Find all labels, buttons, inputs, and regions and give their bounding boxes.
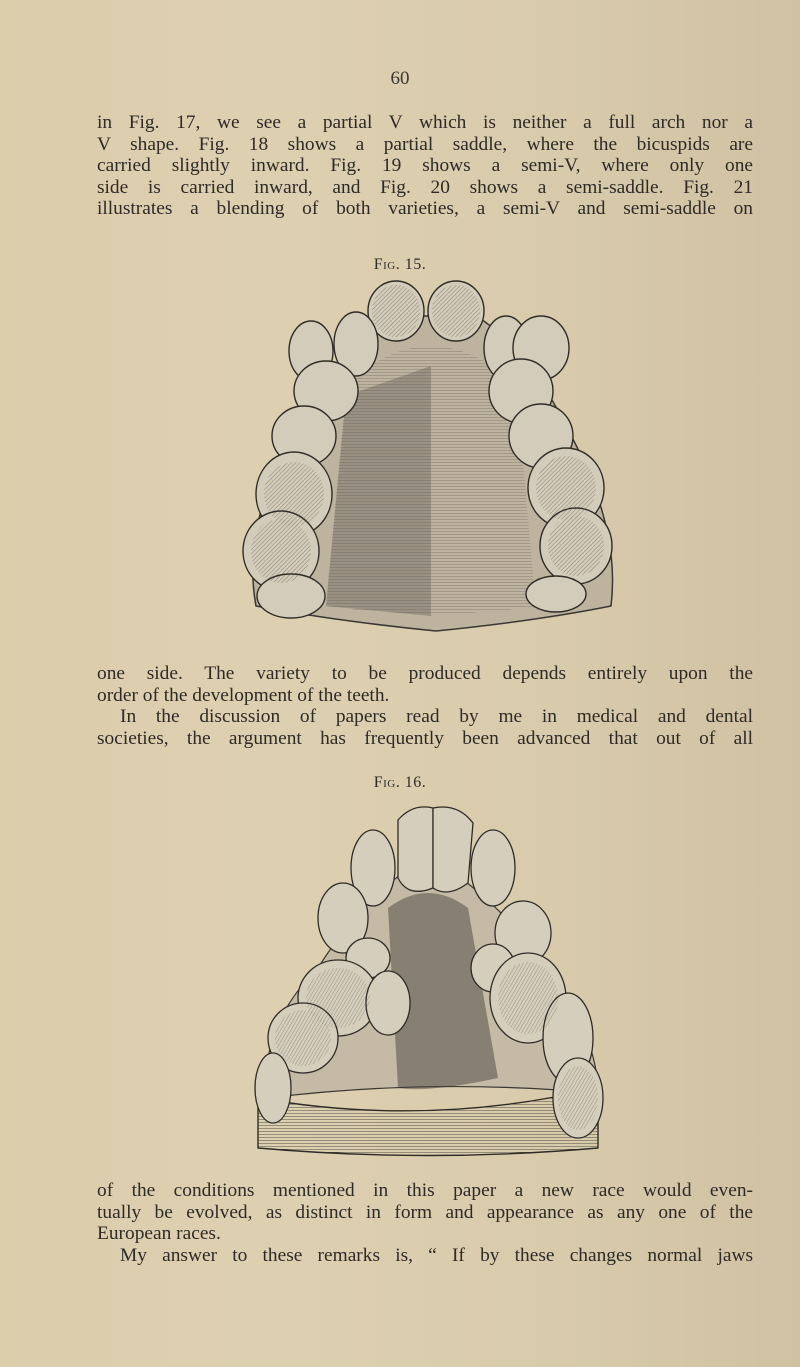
text-line: in Fig. 17, we see a partial V which is neither a full arch nor a <box>97 112 753 133</box>
text-line: order of the development of the teeth. <box>97 684 390 706</box>
paragraph-1 <box>97 112 753 220</box>
text-line: tually be evolved, as distinct in form and appearance as any one of the <box>97 1201 753 1223</box>
text-line: of the conditions mentioned in this paper a new race would even- <box>97 1180 753 1201</box>
text-line: My answer to these remarks is, “ If by these changes normal jaws <box>120 1244 753 1266</box>
text-line: one side. The variety to be produced depends entirely upon the <box>97 663 753 684</box>
text-line: illustrates a blending of both varieties, a semi-V and semi-saddle on <box>97 198 753 220</box>
paragraph-3 <box>97 1180 753 1266</box>
figure-15 <box>236 276 626 648</box>
text-line: societies, the argument has frequently been advanced that out of all <box>97 727 753 749</box>
text-line: V shape. Fig. 18 shows a partial saddle, where the bicuspids are <box>97 133 753 155</box>
figure-15-caption: Fig. 15. <box>373 256 427 273</box>
dental-arch-illustration-icon <box>236 276 626 648</box>
text-line: European races. <box>97 1223 221 1245</box>
text-line: side is carried inward, and Fig. 20 shows a semi-saddle. Fig. 21 <box>97 176 753 198</box>
figure-16-caption: Fig. 16. <box>373 774 427 791</box>
paragraph-2 <box>97 663 753 749</box>
page-number: 60 <box>390 68 410 89</box>
dental-cast-illustration-icon <box>248 798 608 1160</box>
text-line: In the discussion of papers read by me in medical and dental <box>120 706 753 728</box>
text-line: carried slightly inward. Fig. 19 shows a semi-V, where only one <box>97 155 753 177</box>
figure-16 <box>248 798 608 1160</box>
